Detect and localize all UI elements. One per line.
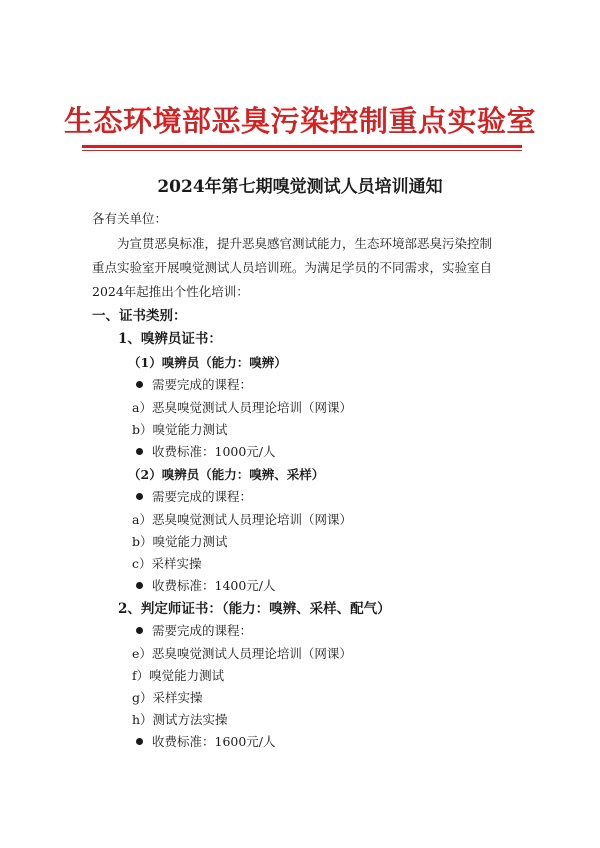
bullet-icon: [136, 448, 143, 455]
cert-1-sub-1-title: （1）嗅辨员（能力：嗅辨）: [128, 355, 287, 370]
cert-2-title: 2、判定师证书：（能力：嗅辨、采样、配气）: [118, 601, 391, 617]
course-item: h）测试方法实操: [132, 712, 228, 727]
fee-line: 收费标准：1400元/人: [152, 578, 276, 593]
course-item: c）采样实操: [132, 556, 202, 571]
bullet-icon: [136, 627, 143, 634]
intro-line-3: 2024年起推出个性化培训：: [92, 284, 249, 299]
cert-1-title: 1、嗅辨员证书：: [118, 331, 222, 347]
course-item: a）恶臭嗅觉测试人员理论培训（网课）: [132, 400, 352, 415]
bullet-icon: [136, 381, 143, 388]
courses-label: 需要完成的课程：: [152, 623, 253, 638]
header-rule-thick: [82, 145, 522, 148]
bullet-icon: [136, 493, 143, 500]
course-item: f）嗅觉能力测试: [132, 668, 225, 683]
organization-header: 生态环境部恶臭污染控制重点实验室: [63, 104, 536, 138]
courses-label: 需要完成的课程：: [152, 377, 253, 392]
courses-label: 需要完成的课程：: [152, 489, 253, 504]
bullet-icon: [136, 582, 143, 589]
course-item: a）恶臭嗅觉测试人员理论培训（网课）: [132, 512, 352, 527]
header-rule-thin: [82, 150, 522, 151]
cert-1-sub-2-title: （2）嗅辨员（能力：嗅辨、采样）: [128, 467, 325, 482]
notice-title: 2024年第七期嗅觉测试人员培训通知: [157, 177, 443, 197]
course-item: b）嗅觉能力测试: [132, 534, 228, 549]
bullet-icon: [136, 738, 143, 745]
section-1-title: 一、证书类别：: [92, 308, 187, 324]
course-item: b）嗅觉能力测试: [132, 422, 228, 437]
fee-line: 收费标准：1000元/人: [152, 444, 276, 459]
salutation: 各有关单位：: [92, 211, 168, 226]
fee-line: 收费标准：1600元/人: [152, 734, 276, 749]
course-item: g）采样实操: [132, 690, 203, 705]
intro-line-2: 重点实验室开展嗅觉测试人员培训班。为满足学员的不同需求，实验室自: [92, 260, 493, 275]
intro-line-1: 为宣贯恶臭标准，提升恶臭感官测试能力，生态环境部恶臭污染控制: [117, 236, 493, 251]
course-item: e）恶臭嗅觉测试人员理论培训（网课）: [132, 646, 352, 661]
